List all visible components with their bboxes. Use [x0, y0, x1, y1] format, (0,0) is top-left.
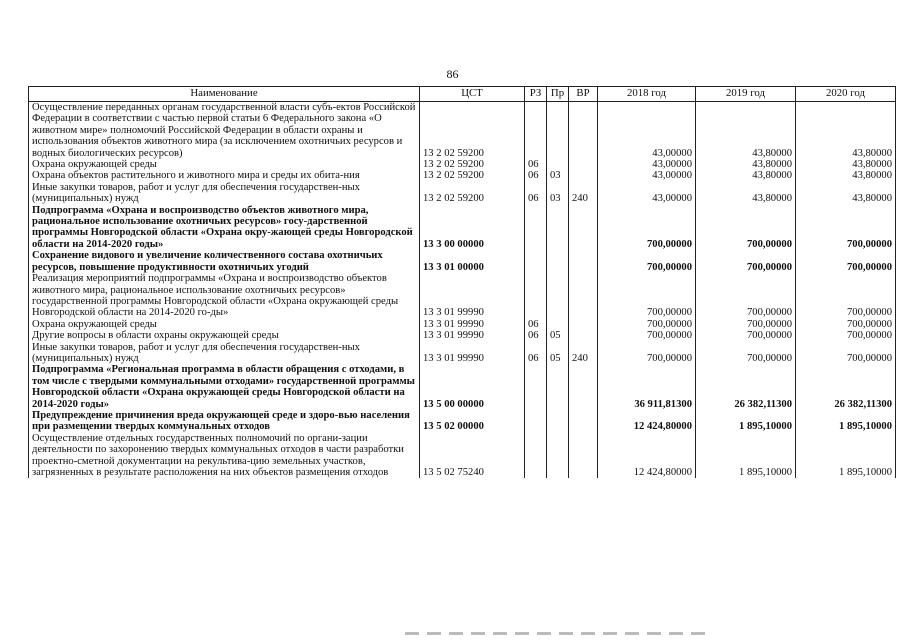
cell-vr [569, 170, 598, 181]
cell-pr: 05 [547, 330, 569, 341]
cell-vr [569, 319, 598, 330]
table-row [29, 102, 896, 160]
table-row [29, 205, 896, 251]
cell-pr: 03 [547, 170, 569, 181]
cell-name: Иные закупки товаров, работ и услуг для обеспечения государствен-ных (муниципальных) нужд [29, 342, 420, 365]
table-row [29, 364, 896, 410]
cell-rz [525, 410, 547, 433]
table-row [29, 273, 896, 319]
cell-name: Осуществление отдельных государственных полномочий по органи-зации деятельности по захоронению твердых коммунальных отходов в части разработки проектно-сметной документации на рекультива-цию земельных участков, загрязненных в результате расположения на них объектов размещения отходов [29, 433, 420, 479]
table-row [29, 250, 896, 273]
cell-rz: 06 [525, 342, 547, 365]
cell-2018: 43,00000 [598, 102, 696, 160]
cell-2020: 700,00000 [796, 205, 896, 251]
cell-2018: 700,00000 [598, 205, 696, 251]
table-row [29, 433, 896, 479]
cell-rz: 06 [525, 159, 547, 170]
cell-cst: 13 2 02 59200 [420, 159, 525, 170]
cell-2018: 12 424,80000 [598, 410, 696, 433]
cell-2018: 700,00000 [598, 342, 696, 365]
header-2019: 2019 год [696, 87, 796, 102]
cell-2019: 700,00000 [696, 319, 796, 330]
cell-cst: 13 2 02 59200 [420, 170, 525, 181]
header-name: Наименование [29, 87, 420, 102]
cell-cst: 13 2 02 59200 [420, 182, 525, 205]
cell-name: Реализация мероприятий подпрограммы «Охрана и воспроизводство объектов животного мира, рациональное использование охотничьих ресурсов» государственной программы Новгородской области «Охрана окружающей среды Новгородской области на 2014-2020 го-ды» [29, 273, 420, 319]
cell-name: Другие вопросы в области охраны окружающей среды [29, 330, 420, 341]
cell-cst: 13 3 00 00000 [420, 205, 525, 251]
cell-vr [569, 205, 598, 251]
cell-2019: 43,80000 [696, 159, 796, 170]
cell-name: Подпрограмма «Охрана и воспроизводство объектов животного мира, рациональное использование охотничьих ресурсов» госу-дарственной программы Новгородской области «Охрана окру-жающей среды Новгородской области на 2014-2020 годы» [29, 205, 420, 251]
cell-2019: 1 895,10000 [696, 433, 796, 479]
cell-rz [525, 250, 547, 273]
table-row [29, 330, 896, 341]
cell-2019: 700,00000 [696, 330, 796, 341]
cell-vr [569, 433, 598, 479]
cell-cst: 13 3 01 00000 [420, 250, 525, 273]
cell-2020: 700,00000 [796, 330, 896, 341]
table-row [29, 182, 896, 205]
cell-cst: 13 5 00 00000 [420, 364, 525, 410]
cell-name: Охрана окружающей среды [29, 319, 420, 330]
cell-cst: 13 5 02 00000 [420, 410, 525, 433]
cell-rz [525, 205, 547, 251]
cell-name: Подпрограмма «Региональная программа в области обращения с отходами, в том числе с твердыми коммунальными отходами» государственной программы Новгородской области «Охрана окружающей среды Новгородской области на 2014-2020 годы» [29, 364, 420, 410]
cell-vr [569, 330, 598, 341]
table-row [29, 410, 896, 433]
cell-2020: 700,00000 [796, 319, 896, 330]
cell-vr [569, 159, 598, 170]
table-row [29, 319, 896, 330]
cell-rz [525, 433, 547, 479]
cell-name: Охрана окружающей среды [29, 159, 420, 170]
cell-vr [569, 273, 598, 319]
cell-rz: 06 [525, 182, 547, 205]
cell-2019: 43,80000 [696, 170, 796, 181]
header-2020: 2020 год [796, 87, 896, 102]
cell-vr [569, 364, 598, 410]
cell-2019: 700,00000 [696, 250, 796, 273]
cell-cst: 13 2 02 59200 [420, 102, 525, 160]
cell-pr [547, 319, 569, 330]
cell-2020: 700,00000 [796, 250, 896, 273]
cell-name: Осуществление переданных органам государственной власти субъ-ектов Российской Федерации в соответствии с частью первой статьи 6 Федерального закона «О животном мире» полномочий Российской Федерации в области охраны и использования объектов животного мира (за исключением охотничьих ресурсов и водных биологических ресурсов) [29, 102, 420, 160]
cell-vr: 240 [569, 342, 598, 365]
page-number: 86 [446, 67, 459, 81]
header-rz: РЗ [525, 87, 547, 102]
cell-2020: 26 382,11300 [796, 364, 896, 410]
cell-2018: 700,00000 [598, 330, 696, 341]
cell-vr [569, 102, 598, 160]
header-vr: ВР [569, 87, 598, 102]
cell-rz [525, 102, 547, 160]
cell-2020: 43,80000 [796, 159, 896, 170]
cell-2018: 43,00000 [598, 182, 696, 205]
cell-2020: 700,00000 [796, 342, 896, 365]
cell-rz [525, 364, 547, 410]
cell-2018: 43,00000 [598, 159, 696, 170]
cell-rz: 06 [525, 319, 547, 330]
cell-cst: 13 3 01 99990 [420, 342, 525, 365]
table-row [29, 342, 896, 365]
cell-rz [525, 273, 547, 319]
cell-pr [547, 410, 569, 433]
cell-2018: 700,00000 [598, 319, 696, 330]
cell-pr [547, 364, 569, 410]
cell-2020: 43,80000 [796, 182, 896, 205]
cell-vr [569, 410, 598, 433]
cell-2020: 1 895,10000 [796, 433, 896, 479]
cell-2019: 43,80000 [696, 102, 796, 160]
cell-2020: 700,00000 [796, 273, 896, 319]
cell-2020: 43,80000 [796, 170, 896, 181]
cell-2019: 1 895,10000 [696, 410, 796, 433]
header-pr: Пр [547, 87, 569, 102]
cell-pr [547, 250, 569, 273]
cell-cst: 13 5 02 75240 [420, 433, 525, 479]
header-cst: ЦСТ [420, 87, 525, 102]
cell-cst: 13 3 01 99990 [420, 319, 525, 330]
cell-2019: 43,80000 [696, 182, 796, 205]
cell-name: Предупреждение причинения вреда окружающей среде и здоро-вью населения при размещении твердых коммунальных отходов [29, 410, 420, 433]
footer-mark [405, 632, 705, 635]
cell-cst: 13 3 01 99990 [420, 273, 525, 319]
cell-cst: 13 3 01 99990 [420, 330, 525, 341]
cell-pr [547, 102, 569, 160]
cell-pr: 03 [547, 182, 569, 205]
cell-2019: 700,00000 [696, 342, 796, 365]
table-row [29, 159, 896, 170]
cell-name: Иные закупки товаров, работ и услуг для обеспечения государствен-ных (муниципальных) нужд [29, 182, 420, 205]
cell-pr [547, 433, 569, 479]
cell-2020: 1 895,10000 [796, 410, 896, 433]
cell-2018: 43,00000 [598, 170, 696, 181]
table-body [29, 102, 896, 479]
cell-2018: 700,00000 [598, 250, 696, 273]
cell-2020: 43,80000 [796, 102, 896, 160]
cell-vr: 240 [569, 182, 598, 205]
cell-2018: 36 911,81300 [598, 364, 696, 410]
cell-2018: 12 424,80000 [598, 433, 696, 479]
cell-2018: 700,00000 [598, 273, 696, 319]
cell-name: Сохранение видового и увеличение количественного состава охотничьих ресурсов, повышение продуктивности охотничьих угодий [29, 250, 420, 273]
cell-pr: 05 [547, 342, 569, 365]
cell-pr [547, 273, 569, 319]
header-2018: 2018 год [598, 87, 696, 102]
budget-table [28, 86, 896, 478]
cell-name: Охрана объектов растительного и животного мира и среды их обита-ния [29, 170, 420, 181]
header-row [29, 87, 896, 102]
table-row [29, 170, 896, 181]
cell-rz: 06 [525, 170, 547, 181]
cell-2019: 700,00000 [696, 205, 796, 251]
cell-2019: 26 382,11300 [696, 364, 796, 410]
cell-pr [547, 159, 569, 170]
cell-rz: 06 [525, 330, 547, 341]
cell-pr [547, 205, 569, 251]
cell-vr [569, 250, 598, 273]
cell-2019: 700,00000 [696, 273, 796, 319]
